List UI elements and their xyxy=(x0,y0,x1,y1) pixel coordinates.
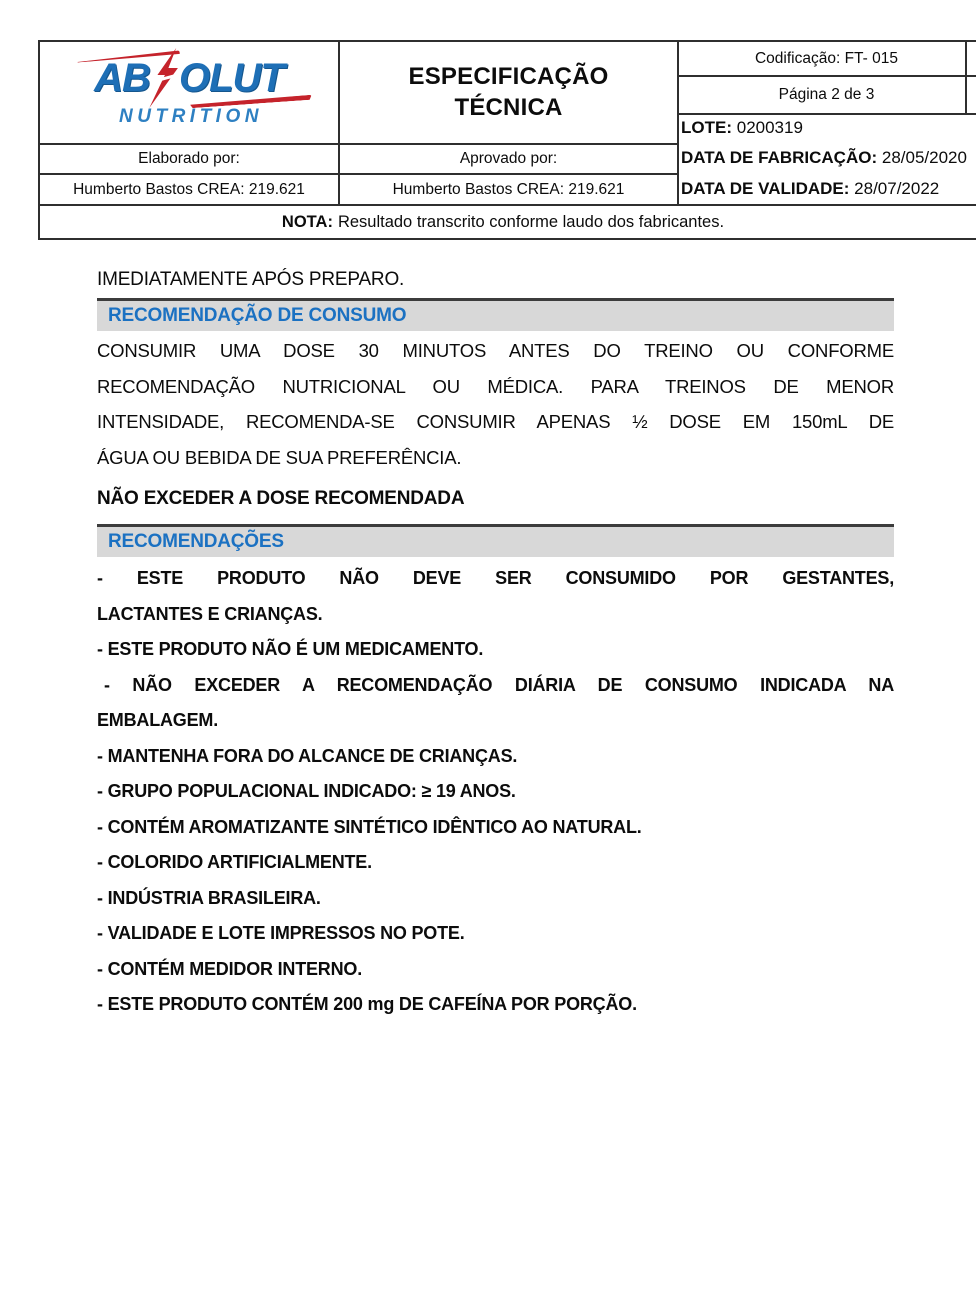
lote-value: 0200319 xyxy=(736,118,803,137)
list-item-line: - COLORIDO ARTIFICIALMENTE. xyxy=(97,852,372,872)
title-line-2: TÉCNICA xyxy=(454,94,563,121)
validade-cell xyxy=(681,173,976,204)
nota-text: Resultado transcrito conforme laudo dos fabricantes. xyxy=(337,212,725,231)
spacer xyxy=(97,517,894,524)
list-item-line: - INDÚSTRIA BRASILEIRA. xyxy=(97,887,321,908)
dose-warning: NÃO EXCEDER A DOSE RECOMENDADA xyxy=(97,488,465,509)
section-bar-recomendacoes xyxy=(97,524,894,557)
section-title: RECOMENDAÇÃO DE CONSUMO xyxy=(108,305,407,326)
table-border-bottom xyxy=(38,238,976,240)
brand-subtitle: NUTRITION xyxy=(119,106,263,127)
consumo-paragraph xyxy=(97,331,894,475)
lightning-bolt-icon xyxy=(151,47,178,109)
elaborado-name-cell: Humberto Bastos CREA: 219.621 xyxy=(73,180,305,198)
list-item-line: - GRUPO POPULACIONAL INDICADO: ≥ 19 ANOS. xyxy=(97,781,516,801)
fabricacao-cell xyxy=(681,143,976,173)
fabricacao-label: DATA DE FABRICAÇÃO: xyxy=(681,148,878,167)
intro-line: IMEDIATAMENTE APÓS PREPARO. xyxy=(97,269,405,290)
nota-row xyxy=(40,206,966,238)
paragraph-line: RECOMENDAÇÃO NUTRICIONAL OU MÉDICA. PARA TREINOS DE MENOR xyxy=(97,375,894,397)
brand-text-olut: OLUT xyxy=(178,56,284,100)
validade-label: DATA DE VALIDADE: xyxy=(681,178,850,198)
brand-wordmark xyxy=(80,52,298,104)
list-item-line: - NÃO EXCEDER A RECOMENDAÇÃO DIÁRIA DE CONSUMO INDICADA NA xyxy=(104,674,894,695)
list-item-line: - CONTÉM MEDIDOR INTERNO. xyxy=(97,958,362,979)
lote-cell xyxy=(681,113,976,143)
list-item-line: - CONTÉM AROMATIZANTE SINTÉTICO IDÊNTICO AO NATURAL. xyxy=(97,816,642,837)
list-item-line: - ESTE PRODUTO NÃO É UM MEDICAMENTO. xyxy=(97,639,484,659)
list-item-line: - ESTE PRODUTO CONTÉM 200 mg DE CAFEÍNA POR PORÇÃO. xyxy=(97,994,637,1014)
lote-label: LOTE: xyxy=(681,118,732,137)
section-bar-recomendacao-consumo xyxy=(97,298,894,331)
title-line-1: ESPECIFICAÇÃO xyxy=(408,63,609,90)
validade-value: 28/07/2022 xyxy=(854,178,940,198)
brand-text-ab: AB xyxy=(94,56,150,100)
list-item-line: EMBALAGEM. xyxy=(97,710,218,730)
list-item-line: LACTANTES E CRIANÇAS. xyxy=(97,603,323,624)
document-body xyxy=(97,261,894,1023)
pagina-cell: Página 2 de 3 xyxy=(778,86,875,103)
paragraph-line: INTENSIDADE, RECOMENDA-SE CONSUMIR APENAS ½ DOSE EM 150mL DE xyxy=(97,411,894,432)
nota-label: NOTA: xyxy=(281,212,333,231)
document-title xyxy=(340,48,677,136)
codificacao-cell: Codificação: FT- 015 xyxy=(754,49,898,67)
company-logo xyxy=(80,52,298,128)
aprovado-label-cell: Aprovado por: xyxy=(459,150,558,167)
paragraph-line: ÁGUA OU BEBIDA DE SUA PREFERÊNCIA. xyxy=(97,446,462,468)
list-item-line: - ESTE PRODUTO NÃO DEVE SER CONSUMIDO POR GESTANTES, xyxy=(97,568,894,588)
section-title: RECOMENDAÇÕES xyxy=(108,531,284,552)
recomendacoes-list xyxy=(97,557,894,1023)
aprovado-name-cell: Humberto Bastos CREA: 219.621 xyxy=(392,180,625,198)
paragraph-line: CONSUMIR UMA DOSE 30 MINUTOS ANTES DO TREINO OU CONFORME xyxy=(97,340,894,361)
list-item-line: - VALIDADE E LOTE IMPRESSOS NO POTE. xyxy=(97,923,465,943)
elaborado-label-cell: Elaborado por: xyxy=(138,150,240,167)
list-item-line: - MANTENHA FORA DO ALCANCE DE CRIANÇAS. xyxy=(97,745,518,766)
fabricacao-value: 28/05/2020 xyxy=(881,148,967,167)
